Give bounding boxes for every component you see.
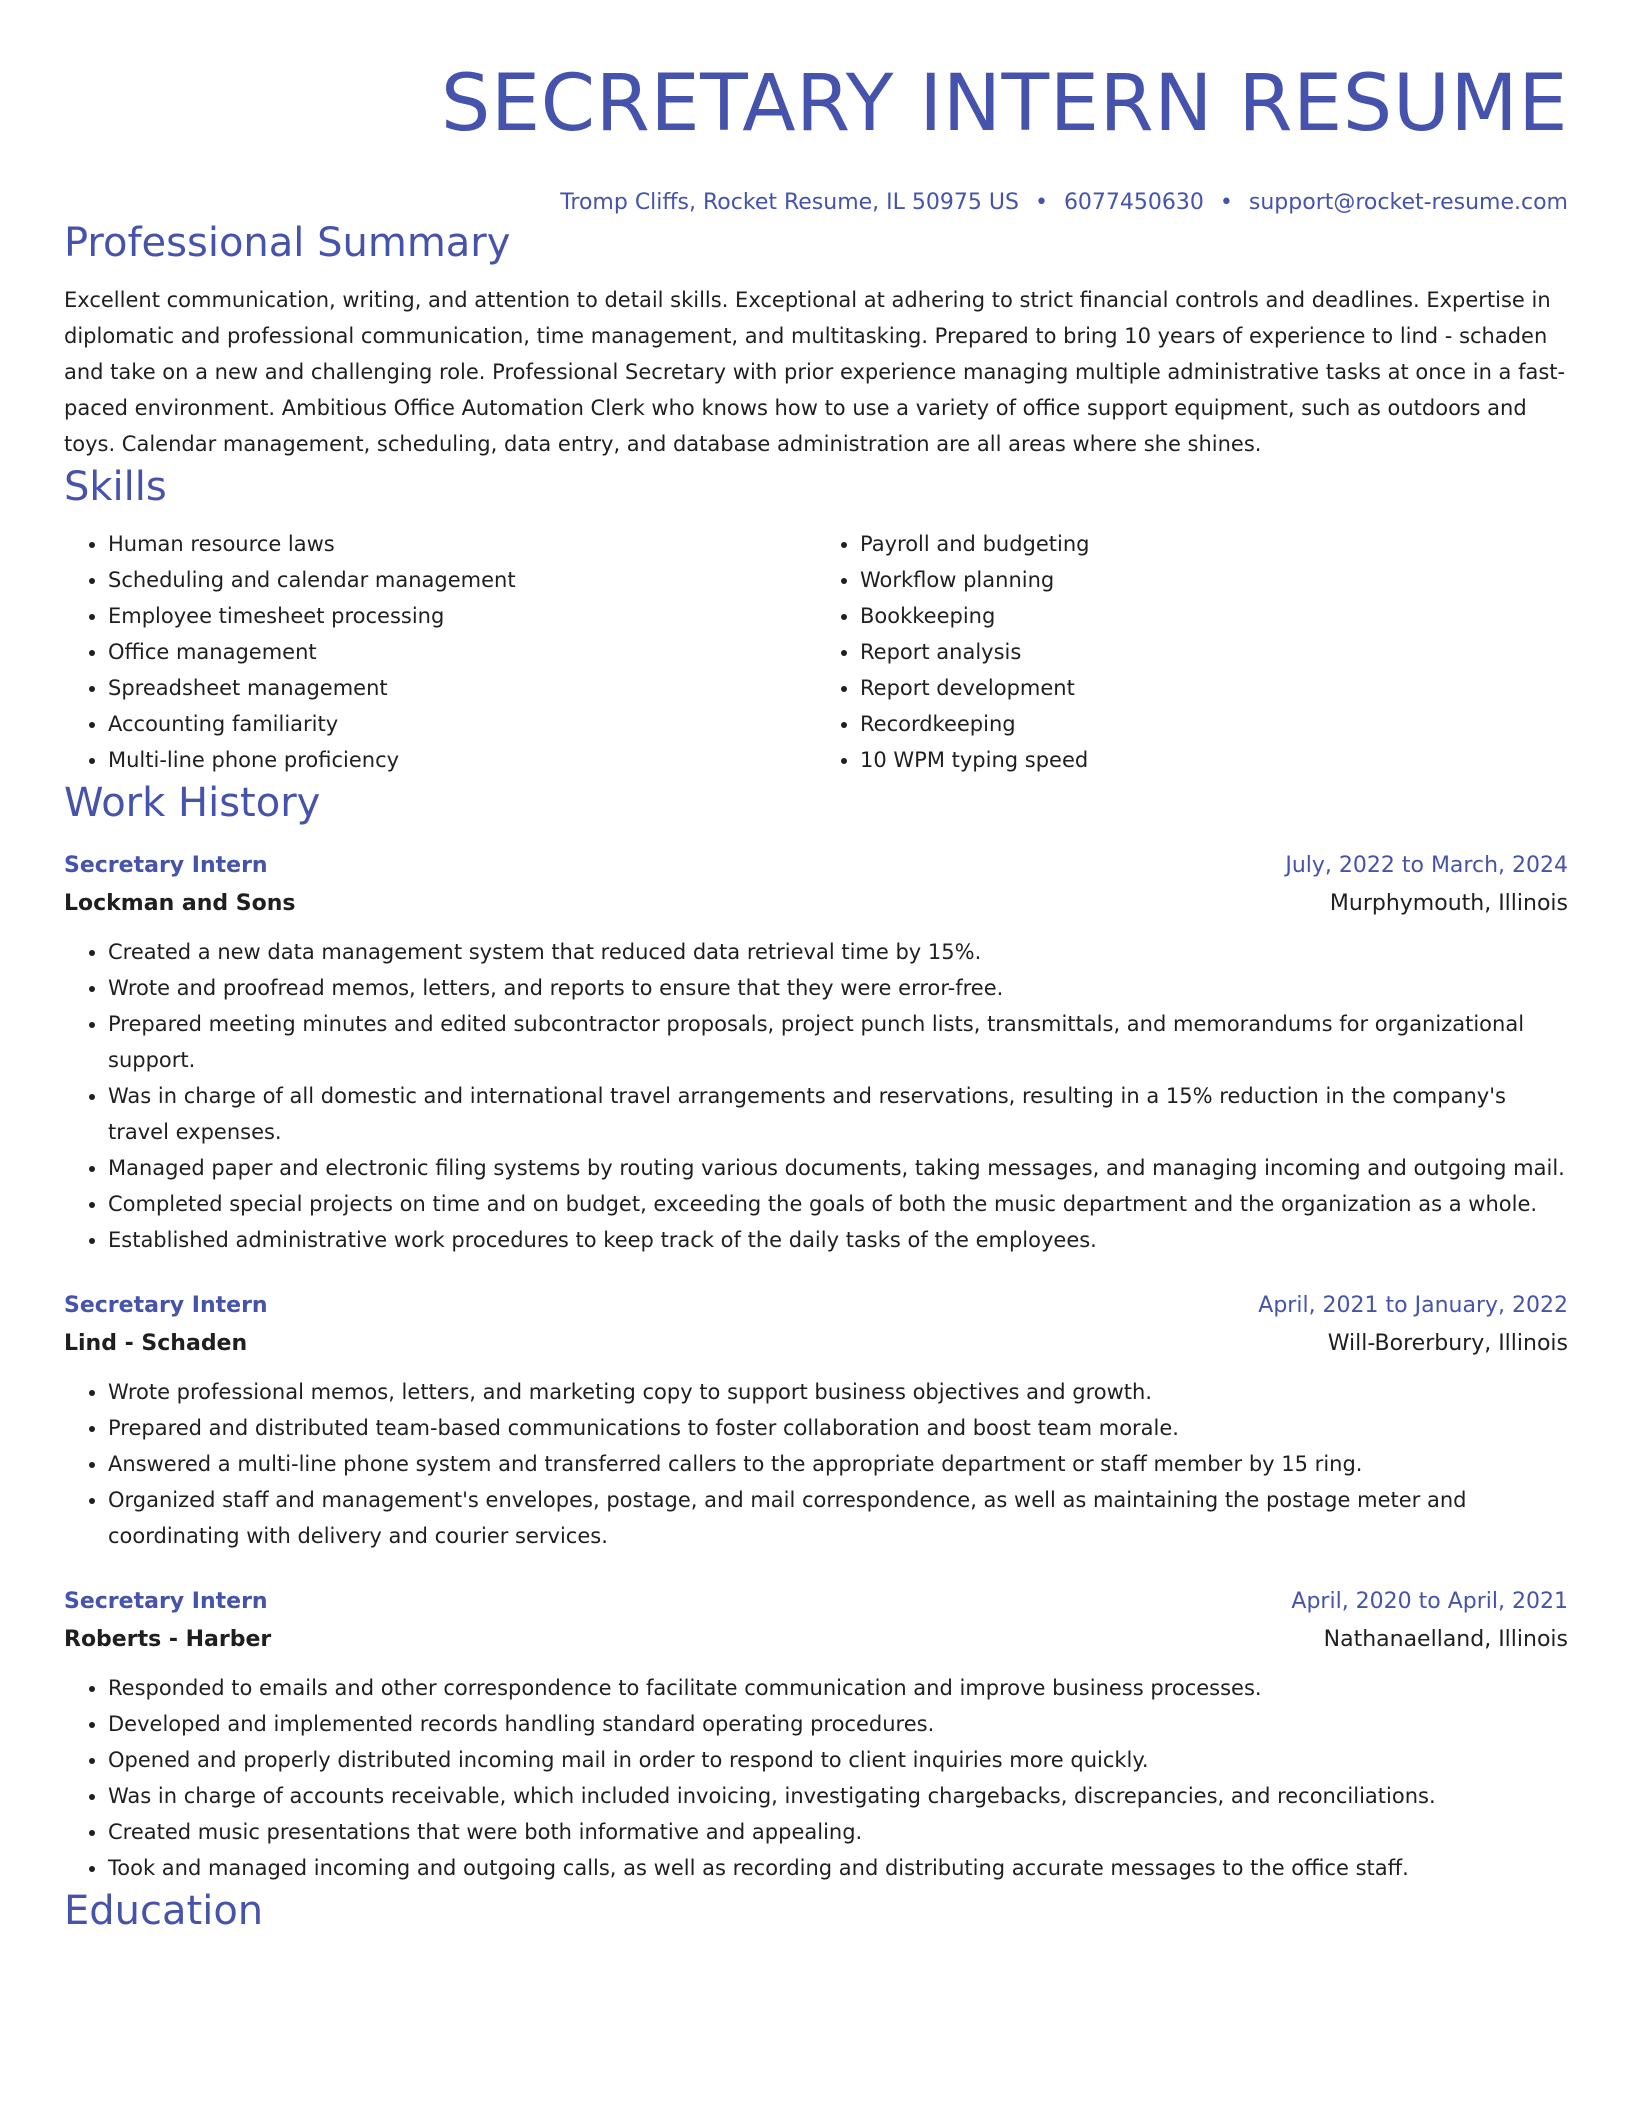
job-location: Nathanaelland, Illinois [1323, 1627, 1568, 1652]
job-entry [64, 848, 1568, 1258]
education-heading: Education [64, 1888, 264, 1934]
contact-line [64, 188, 1568, 218]
job-bullet: • Was in charge of accounts receivable, which included invoicing, investigating chargebacks, discrepancies, and reconciliations. [108, 1778, 1568, 1814]
skill-item: • Report development [860, 670, 1568, 706]
resume-title: SECRETARY INTERN RESUME [440, 59, 1568, 149]
contact-phone: 6077450630 [1063, 190, 1204, 215]
job-bullet: • Developed and implemented records handling standard operating procedures. [108, 1706, 1568, 1742]
job-company-row [64, 884, 1568, 924]
job-bullet: • Created music presentations that were both informative and appealing. [108, 1814, 1568, 1850]
skill-item: • Spreadsheet management [108, 670, 816, 706]
job-location: Murphymouth, Illinois [1329, 891, 1568, 916]
contact-email: support@rocket-resume.com [1248, 190, 1568, 215]
resume-header [64, 0, 1568, 218]
skill-item: • Office management [108, 634, 816, 670]
skill-item: • Scheduling and calendar management [108, 562, 816, 598]
job-bullet: • Answered a multi-line phone system and transferred callers to the appropriate department or staff member by 15 ring. [108, 1446, 1568, 1482]
job-bullet: • Prepared meeting minutes and edited subcontractor proposals, project punch lists, transmittals, and memorandums for organizational support. [108, 1006, 1568, 1078]
job-title: Secretary Intern [64, 1293, 268, 1318]
job-bullets [64, 1374, 1568, 1554]
skill-item: • 10 WPM typing speed [860, 742, 1568, 778]
skills-column-left [64, 526, 816, 778]
skill-item: • Employee timesheet processing [108, 598, 816, 634]
job-bullet: • Managed paper and electronic filing systems by routing various documents, taking messages, and managing incoming and outgoing mail. [108, 1150, 1568, 1186]
skill-item: • Bookkeeping [860, 598, 1568, 634]
job-bullet: • Completed special projects on time and on budget, exceeding the goals of both the music department and the organization as a whole. [108, 1186, 1568, 1222]
job-entry [64, 1584, 1568, 1886]
summary-heading: Professional Summary [64, 220, 511, 266]
skill-item: • Human resource laws [108, 526, 816, 562]
contact-separator: • [1034, 190, 1048, 215]
contact-separator: • [1219, 190, 1233, 215]
job-bullet: • Was in charge of all domestic and international travel arrangements and reservations, resulting in a 15% reduction in the company's travel expenses. [108, 1078, 1568, 1150]
job-company: Lockman and Sons [64, 891, 296, 916]
job-header-row [64, 1288, 1568, 1324]
skills-heading: Skills [64, 464, 167, 510]
job-company-row [64, 1324, 1568, 1364]
skill-item: • Accounting familiarity [108, 706, 816, 742]
job-company: Roberts - Harber [64, 1627, 272, 1652]
job-header-row [64, 848, 1568, 884]
job-bullets [64, 1670, 1568, 1886]
summary-text: Excellent communication, writing, and attention to detail skills. Exceptional at adhering to strict financial controls and deadlines. Expertise in diplomatic and professional communication, time management, and multitasking. Prepared to bring 10 years of experience to lind - schaden and take on a new and challenging role. Professional Secretary with prior experience managing multiple administrative tasks at once in a fast-paced environment. Ambitious Office Automation Clerk who knows how to use a variety of office support equipment, such as outdoors and toys. Calendar management, scheduling, data entry, and database administration are all areas where she shines. [64, 288, 1566, 456]
skill-item: • Report analysis [860, 634, 1568, 670]
skill-item: • Recordkeeping [860, 706, 1568, 742]
skills-list [64, 526, 1568, 778]
skill-item: • Payroll and budgeting [860, 526, 1568, 562]
job-bullet: • Established administrative work procedures to keep track of the daily tasks of the employees. [108, 1222, 1568, 1258]
job-bullets [64, 934, 1568, 1258]
job-dates: April, 2021 to January, 2022 [1258, 1293, 1568, 1318]
job-bullet: • Took and managed incoming and outgoing calls, as well as recording and distributing accurate messages to the office staff. [108, 1850, 1568, 1886]
job-bullet: • Wrote and proofread memos, letters, and reports to ensure that they were error-free. [108, 970, 1568, 1006]
skills-column-right [816, 526, 1568, 778]
job-location: Will-Borerbury, Illinois [1327, 1331, 1568, 1356]
job-bullet: • Opened and properly distributed incoming mail in order to respond to client inquiries more quickly. [108, 1742, 1568, 1778]
job-header-row [64, 1584, 1568, 1620]
job-bullet: • Created a new data management system that reduced data retrieval time by 15%. [108, 934, 1568, 970]
job-bullet: • Wrote professional memos, letters, and marketing copy to support business objectives and growth. [108, 1374, 1568, 1410]
job-entry [64, 1288, 1568, 1554]
job-bullet: • Organized staff and management's envelopes, postage, and mail correspondence, as well as maintaining the postage meter and coordinating with delivery and courier services. [108, 1482, 1568, 1554]
job-dates: April, 2020 to April, 2021 [1291, 1589, 1568, 1614]
skill-item: • Workflow planning [860, 562, 1568, 598]
job-company-row [64, 1620, 1568, 1660]
job-company: Lind - Schaden [64, 1331, 248, 1356]
skill-item: • Multi-line phone proficiency [108, 742, 816, 778]
work-history-heading: Work History [64, 780, 321, 826]
contact-address: Tromp Cliffs, Rocket Resume, IL 50975 US [560, 190, 1019, 215]
job-title: Secretary Intern [64, 1589, 268, 1614]
job-dates: July, 2022 to March, 2024 [1285, 853, 1568, 878]
job-bullet: • Prepared and distributed team-based communications to foster collaboration and boost team morale. [108, 1410, 1568, 1446]
job-bullet: • Responded to emails and other correspondence to facilitate communication and improve business processes. [108, 1670, 1568, 1706]
job-title: Secretary Intern [64, 853, 268, 878]
